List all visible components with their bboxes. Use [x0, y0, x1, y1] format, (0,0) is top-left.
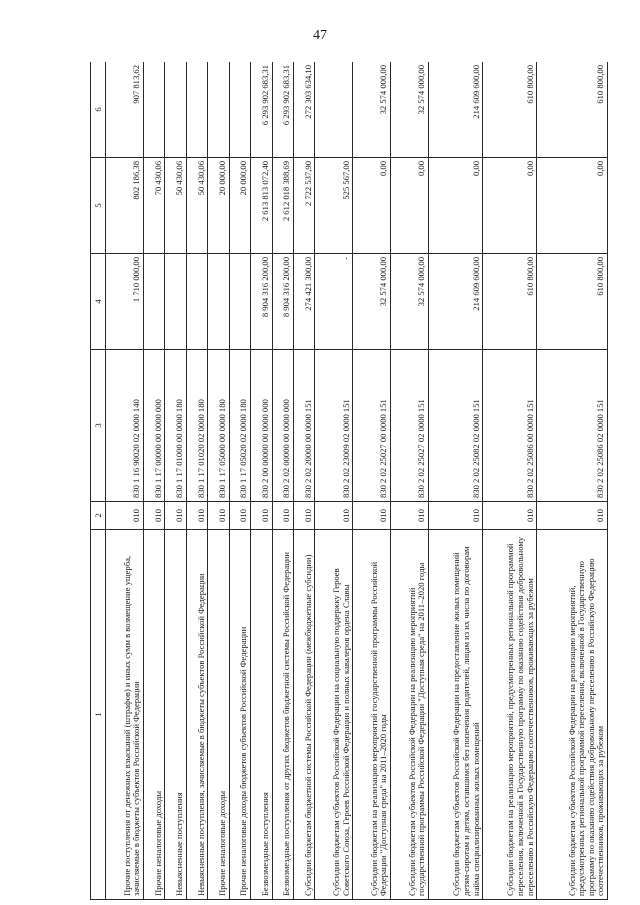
row-budget-code: 830 2 02 23009 02 0000 151	[315, 350, 353, 502]
row-admin-code: 010	[294, 502, 315, 530]
table-row	[208, 62, 229, 900]
row-budget-code: 830 1 16 90020 02 0000 140	[106, 350, 144, 502]
row-remaining-value	[315, 62, 353, 158]
table-row	[294, 62, 315, 900]
row-admin-code: 010	[208, 502, 229, 530]
row-admin-code: 010	[315, 502, 353, 530]
row-approved-value: 214 609 600,00	[428, 254, 482, 350]
row-budget-code: 830 1 17 05020 02 0000 180	[229, 350, 250, 502]
row-executed-value: 2 722 537,90	[294, 158, 315, 254]
row-executed-value: 50 430,06	[186, 158, 207, 254]
row-approved-value	[208, 254, 229, 350]
row-budget-code: 830 2 02 25086 00 0000 151	[483, 350, 537, 502]
row-approved-value: 8 904 316 200,00	[272, 254, 293, 350]
row-executed-value: 20 000,00	[208, 158, 229, 254]
row-executed-value: 525 567,00	[315, 158, 353, 254]
page-number: 47	[313, 28, 327, 43]
row-name: Субсидии бюджетам субъектов Российской Федерации на социальную поддержку Героев Советского Союза, Героев Российской Федерации и полных кавалеров ордена Славы	[315, 530, 353, 900]
row-executed-value: 0,00	[353, 158, 391, 254]
row-executed-value: 802 186,38	[106, 158, 144, 254]
row-name: Прочие неналоговые доходы бюджетов субъектов Российской Федерации	[229, 530, 250, 900]
header-row	[91, 62, 106, 900]
row-admin-code: 010	[143, 502, 164, 530]
table-row	[391, 62, 429, 900]
row-approved-value: 610 800,00	[537, 254, 608, 350]
row-budget-code: 830 1 17 01020 02 0000 180	[186, 350, 207, 502]
header-cell: 6	[91, 62, 106, 158]
table-row	[428, 62, 482, 900]
row-remaining-value	[229, 62, 250, 158]
rotated-table-area	[90, 62, 608, 900]
row-remaining-value: 907 813,62	[106, 62, 144, 158]
row-budget-code: 830 2 02 00000 00 0000 000	[272, 350, 293, 502]
row-budget-code: 830 1 17 05000 00 0000 180	[208, 350, 229, 502]
header-cell: 3	[91, 350, 106, 502]
row-remaining-value: 272 303 634,10	[294, 62, 315, 158]
row-approved-value: 32 574 000,00	[353, 254, 391, 350]
table-row	[272, 62, 293, 900]
row-remaining-value: 32 574 000,00	[353, 62, 391, 158]
row-executed-value: 0,00	[537, 158, 608, 254]
row-admin-code: 010	[483, 502, 537, 530]
row-executed-value: 0,00	[391, 158, 429, 254]
row-approved-value	[186, 254, 207, 350]
row-remaining-value: 32 574 000,00	[391, 62, 429, 158]
row-name: Субсидии бюджетам субъектов Российской Федерации на предоставление жилых помещений детям-сиротам и детям, оставшимся без попечения родителей, лицам из их числа по договорам найма специализированных жилых помещений	[428, 530, 482, 900]
table-body	[106, 62, 608, 900]
row-admin-code: 010	[391, 502, 429, 530]
row-executed-value: 50 430,06	[165, 158, 186, 254]
row-executed-value: 2 613 813 072,40	[251, 158, 272, 254]
row-executed-value: 2 612 018 388,69	[272, 158, 293, 254]
row-budget-code: 830 2 02 25027 00 0000 151	[353, 350, 391, 502]
row-admin-code: 010	[537, 502, 608, 530]
row-name: Прочие неналоговые доходы	[208, 530, 229, 900]
table-row	[483, 62, 537, 900]
row-admin-code: 010	[186, 502, 207, 530]
row-approved-value	[143, 254, 164, 350]
row-approved-value: 274 421 300,00	[294, 254, 315, 350]
table-row	[186, 62, 207, 900]
row-name: Субсидии бюджетам бюджетной системы Российской Федерации (межбюджетные субсидии)	[294, 530, 315, 900]
row-remaining-value	[143, 62, 164, 158]
table-row	[229, 62, 250, 900]
row-budget-code: 830 2 02 25027 02 0000 151	[391, 350, 429, 502]
row-name: Субсидии бюджетам субъектов Российской Федерации на реализацию мероприятий, предусмотренных региональной программой переселения, включенной в Государственную программу по оказанию содействия добровольному переселению в Российскую Федерацию соотечественников, проживающих за рубежом	[537, 530, 608, 900]
row-executed-value: 20 000,00	[229, 158, 250, 254]
row-remaining-value	[165, 62, 186, 158]
row-approved-value: 8 904 316 200,00	[251, 254, 272, 350]
row-remaining-value: 610 800,00	[483, 62, 537, 158]
row-admin-code: 010	[428, 502, 482, 530]
row-remaining-value: 610 800,00	[537, 62, 608, 158]
header-cell: 2	[91, 502, 106, 530]
row-name: Субсидии бюджетам субъектов Российской Федерации на реализацию мероприятий государственной программы Российской Федерации "Доступная среда" на 2011–2020 годы	[391, 530, 429, 900]
row-name: Безвозмездные поступления	[251, 530, 272, 900]
row-admin-code: 010	[165, 502, 186, 530]
table-row	[251, 62, 272, 900]
row-admin-code: 010	[272, 502, 293, 530]
row-name: Невыясненные поступления	[165, 530, 186, 900]
row-remaining-value	[186, 62, 207, 158]
row-admin-code: 010	[106, 502, 144, 530]
row-remaining-value: 214 609 600,00	[428, 62, 482, 158]
row-remaining-value: 6 293 902 683,31	[272, 62, 293, 158]
row-budget-code: 830 2 02 20000 00 0000 151	[294, 350, 315, 502]
row-name: Прочие поступления от денежных взысканий (штрафов) и иных сумм в возмещение ущерба, зачисляемые в бюджеты субъектов Российской Федерации	[106, 530, 144, 900]
table-row	[165, 62, 186, 900]
row-approved-value: 1 710 000,00	[106, 254, 144, 350]
row-name: Невыясненные поступления, зачисляемые в бюджеты субъектов Российской Федерации	[186, 530, 207, 900]
row-executed-value: 0,00	[428, 158, 482, 254]
row-name: Прочие неналоговые доходы	[143, 530, 164, 900]
table-row	[315, 62, 353, 900]
table-row	[106, 62, 144, 900]
row-approved-value: 32 574 000,00	[391, 254, 429, 350]
row-name: Безвозмездные поступления от других бюджетов бюджетной системы Российской Федерации	[272, 530, 293, 900]
row-admin-code: 010	[229, 502, 250, 530]
row-approved-value	[229, 254, 250, 350]
row-approved-value: 610 800,00	[483, 254, 537, 350]
row-name: Субсидии бюджетам на реализацию мероприятий, предусмотренных региональной программой переселения, включенной в Государственную программу по оказанию содействия добровольному переселению в Российскую Федерацию соотечественников, проживающих за рубежом	[483, 530, 537, 900]
row-executed-value: 70 430,06	[143, 158, 164, 254]
row-remaining-value	[208, 62, 229, 158]
table-row	[353, 62, 391, 900]
row-budget-code: 830 1 17 00000 00 0000 000	[143, 350, 164, 502]
header-cell: 4	[91, 254, 106, 350]
table-row	[143, 62, 164, 900]
rotated-table-container	[90, 62, 608, 900]
header-cell: 5	[91, 158, 106, 254]
row-name: Субсидии бюджетам на реализацию мероприятий государственной программы Российской Федерации "Доступная среда" на 2011–2020 годы	[353, 530, 391, 900]
table-row	[537, 62, 608, 900]
row-budget-code: 830 2 02 25086 02 0000 151	[537, 350, 608, 502]
row-remaining-value: 6 293 902 683,31	[251, 62, 272, 158]
row-budget-code: 830 2 02 25082 02 0000 151	[428, 350, 482, 502]
row-approved-value	[165, 254, 186, 350]
row-approved-value: -	[315, 254, 353, 350]
revenue-table	[90, 62, 608, 900]
row-budget-code: 830 1 17 01000 00 0000 180	[165, 350, 186, 502]
header-cell: 1	[91, 530, 106, 900]
row-admin-code: 010	[353, 502, 391, 530]
row-admin-code: 010	[251, 502, 272, 530]
row-budget-code: 830 2 00 00000 00 0000 000	[251, 350, 272, 502]
row-executed-value: 0,00	[483, 158, 537, 254]
